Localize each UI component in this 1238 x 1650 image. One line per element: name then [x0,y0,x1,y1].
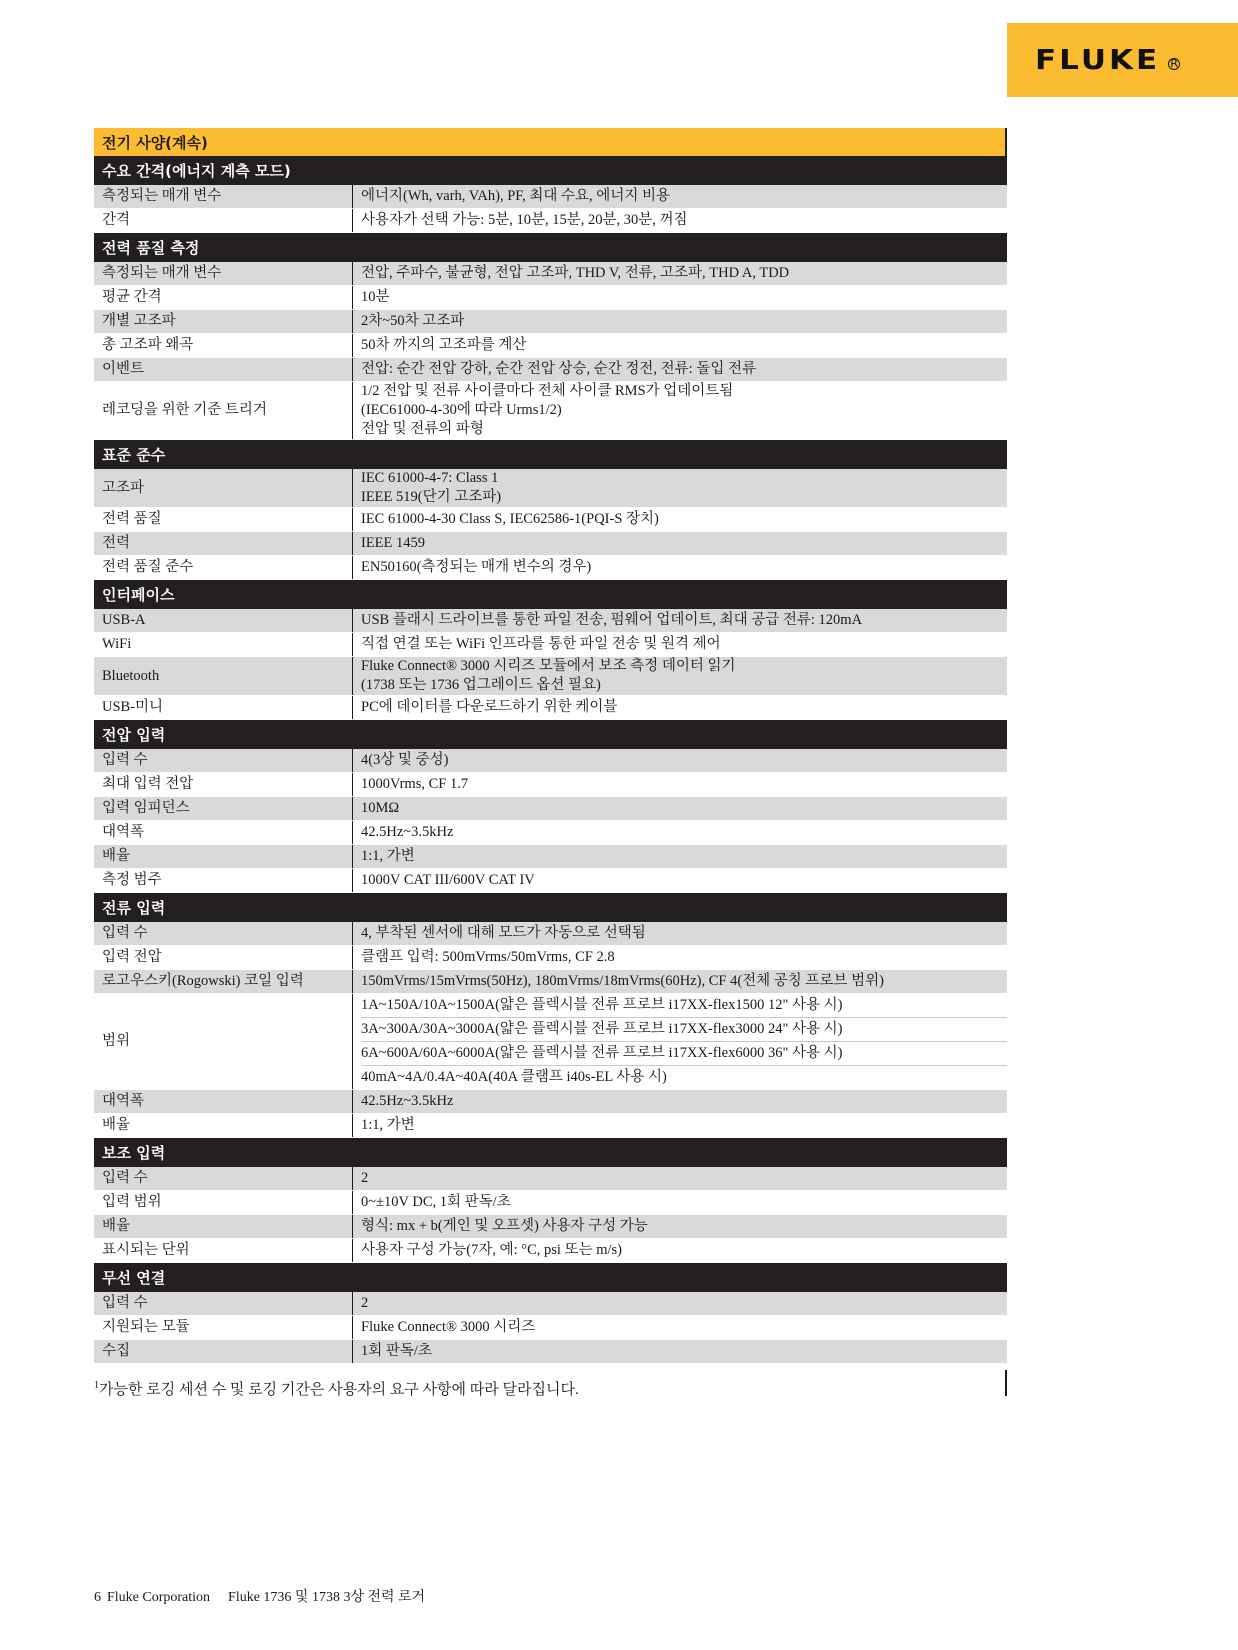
table-row [94,994,1007,1090]
row-label: 표시되는 단위 [94,1239,353,1262]
table-row [94,469,1007,508]
row-label: USB-A [94,609,353,632]
row-value [353,1191,1007,1214]
value-line: 에너지(Wh, varh, VAh), PF, 최대 수요, 에너지 비용 [361,188,670,204]
value-line: Fluke Connect® 3000 시리즈 [361,1319,536,1335]
value-line: 전압, 주파수, 불균형, 전압 고조파, THD V, 전류, 고조파, THD A, TDD [361,265,790,281]
table-row [94,358,1007,382]
value-line: 전압: 순간 전압 강하, 순간 전압 상승, 순간 정전, 전류: 돌입 전류 [361,361,756,377]
row-value [353,773,1007,796]
row-value [353,1292,1007,1315]
value-line: 1:1, 가변 [361,848,415,864]
value-line: 사용자 구성 가능(7자, 예: °C, psi 또는 m/s) [361,1242,622,1258]
row-label: 범위 [94,994,353,1089]
value-line: 1/2 전압 및 전류 사이클마다 전체 사이클 RMS가 업데이트됨 [361,383,734,399]
row-value [353,1090,1007,1113]
row-value [353,845,1007,868]
value-line: IEC 61000-4-7: Class 1 [361,470,499,486]
spec-table [94,128,1007,1364]
row-label: 대역폭 [94,821,353,844]
value-line: 50차 까지의 고조파를 계산 [361,337,527,353]
row-value [353,310,1007,333]
row-value [353,1340,1007,1363]
value-line: 4(3상 및 중성) [361,752,449,768]
row-value [353,657,1007,695]
row-value [353,382,1007,439]
row-label: WiFi [94,633,353,656]
row-label: 간격 [94,209,353,232]
row-value [353,358,1007,381]
value-line: 4, 부착된 센서에 대해 모드가 자동으로 선택됨 [361,925,646,941]
value-line: (IEC61000-4-30에 따라 Urms1/2) [361,402,562,418]
row-value [353,821,1007,844]
row-label: 입력 수 [94,749,353,772]
row-label: 고조파 [94,469,353,507]
row-value [353,797,1007,820]
footnote-marker: 1 [94,1380,99,1391]
value-line: 1A~150A/10A~1500A(얇은 플렉시블 전류 프로브 i17XX-flex1500 12" 사용 시) [361,994,1007,1018]
value-line: 1000Vrms, CF 1.7 [361,776,469,792]
table-row [94,821,1007,845]
value-line: USB 플래시 드라이브를 통한 파일 전송, 펌웨어 업데이트, 최대 공급 전류: 120mA [361,612,863,628]
section-header: 무선 연결 [94,1263,1007,1292]
row-label: USB-미니 [94,696,353,719]
row-value [353,286,1007,309]
margin-rule [1005,1370,1007,1396]
row-label: 이벤트 [94,358,353,381]
value-line: 40mA~4A/0.4A~40A(40A 클램프 i40s-EL 사용 시) [361,1069,667,1085]
section-header: 전류 입력 [94,893,1007,922]
logo-text: FLUKE [1035,43,1161,77]
value-line: 6A~600A/60A~6000A(얇은 플렉시블 전류 프로브 i17XX-flex6000 36" 사용 시) [361,1042,1007,1066]
page-footer [94,1586,443,1606]
table-row [94,1316,1007,1340]
row-label: 측정되는 매개 변수 [94,185,353,208]
row-label: 지원되는 모듈 [94,1316,353,1339]
row-value [353,469,1007,507]
row-label: 개별 고조파 [94,310,353,333]
value-line: 1000V CAT III/600V CAT IV [361,872,535,888]
section-header: 보조 입력 [94,1138,1007,1167]
value-line: 클램프 입력: 500mVrms/50mVrms, CF 2.8 [361,949,615,965]
value-line: 42.5Hz~3.5kHz [361,1093,454,1109]
row-value [353,185,1007,208]
row-value [353,696,1007,719]
table-title: 전기 사양(계속) [94,128,1007,156]
table-row [94,532,1007,556]
row-label: 전력 품질 준수 [94,556,353,579]
row-label: 입력 전압 [94,946,353,969]
row-value [353,970,1007,993]
fluke-logo [1007,23,1238,97]
row-value [353,869,1007,892]
value-line: PC에 데이터를 다운로드하기 위한 케이블 [361,699,618,715]
row-value [353,1114,1007,1137]
table-row [94,845,1007,869]
row-value [353,922,1007,945]
table-row [94,922,1007,946]
value-line: (1738 또는 1736 업그레이드 옵션 필요) [361,677,601,693]
value-line: 직접 연결 또는 WiFi 인프라를 통한 파일 전송 및 원격 제어 [361,636,721,652]
table-row [94,1191,1007,1215]
value-line: IEEE 519(단기 고조파) [361,489,502,505]
row-label: 총 고조파 왜곡 [94,334,353,357]
value-line: 1:1, 가변 [361,1117,415,1133]
value-line: 42.5Hz~3.5kHz [361,824,454,840]
table-row [94,334,1007,358]
table-row [94,749,1007,773]
row-value [353,262,1007,285]
footer-doc-title: Fluke 1736 및 1738 3상 전력 로거 [228,1590,426,1605]
section-header: 표준 준수 [94,440,1007,469]
section-header: 전력 품질 측정 [94,233,1007,262]
value-line: 전압 및 전류의 파형 [361,421,484,437]
row-label: 대역폭 [94,1090,353,1113]
row-label: 입력 임피던스 [94,797,353,820]
row-value [353,749,1007,772]
table-row [94,286,1007,310]
footnote-text: 가능한 로깅 세션 수 및 로깅 기간은 사용자의 요구 사항에 따라 달라집니다. [99,1382,579,1398]
row-label: 수집 [94,1340,353,1363]
table-row [94,209,1007,233]
table-row [94,869,1007,893]
row-label: 배율 [94,845,353,868]
table-row [94,1090,1007,1114]
table-row [94,797,1007,821]
row-value [353,946,1007,969]
value-line: EN50160(측정되는 매개 변수의 경우) [361,559,592,575]
table-row [94,185,1007,209]
row-label: 레코딩을 위한 기준 트리거 [94,382,353,439]
row-label: 전력 품질 [94,508,353,531]
row-label: 입력 수 [94,922,353,945]
footnote [94,1378,579,1399]
table-row [94,1292,1007,1316]
table-row [94,773,1007,797]
value-line: Fluke Connect® 3000 시리즈 모듈에서 보조 측정 데이터 읽기 [361,658,736,674]
value-line: 2차~50차 고조파 [361,313,465,329]
row-label: 배율 [94,1114,353,1137]
table-row [94,970,1007,994]
value-line: 사용자가 선택 가능: 5분, 10분, 15분, 20분, 30분, 꺼짐 [361,212,688,228]
row-value [353,209,1007,232]
table-row [94,262,1007,286]
row-value [353,994,1007,1089]
row-label: 입력 수 [94,1167,353,1190]
row-value [353,1316,1007,1339]
section-header: 전압 입력 [94,720,1007,749]
value-line: 1회 판독/초 [361,1343,432,1359]
row-label: Bluetooth [94,657,353,695]
row-value [353,609,1007,632]
page-number: 6 [94,1590,101,1605]
table-row [94,1114,1007,1138]
table-row [94,556,1007,580]
table-row [94,946,1007,970]
row-value [353,532,1007,555]
table-row [94,696,1007,720]
value-line: IEEE 1459 [361,535,426,551]
table-row [94,1215,1007,1239]
value-line: 형식: mx + b(게인 및 오프셋) 사용자 구성 가능 [361,1218,648,1234]
row-label: 평균 간격 [94,286,353,309]
table-row [94,633,1007,657]
value-line: IEC 61000-4-30 Class S, IEC62586-1(PQI-S 장치) [361,511,659,527]
row-label: 최대 입력 전압 [94,773,353,796]
section-header: 수요 간격(에너지 계측 모드) [94,156,1007,185]
table-row [94,1239,1007,1263]
value-line: 10분 [361,289,390,305]
row-label: 배율 [94,1215,353,1238]
row-value [353,508,1007,531]
row-value [353,334,1007,357]
table-row [94,382,1007,440]
value-line: 3A~300A/30A~3000A(얇은 플렉시블 전류 프로브 i17XX-flex3000 24" 사용 시) [361,1018,1007,1042]
row-value [353,1215,1007,1238]
table-row [94,609,1007,633]
row-label: 입력 수 [94,1292,353,1315]
value-line: 2 [361,1170,369,1186]
value-line: 0~±10V DC, 1회 판독/초 [361,1194,511,1210]
row-label: 측정되는 매개 변수 [94,262,353,285]
row-label: 로고우스키(Rogowski) 코일 입력 [94,970,353,993]
registered-icon: R [1168,58,1180,70]
row-label: 입력 범위 [94,1191,353,1214]
footer-company: Fluke Corporation [107,1590,211,1605]
table-row [94,1340,1007,1364]
table-row [94,508,1007,532]
section-header: 인터페이스 [94,580,1007,609]
row-label: 전력 [94,532,353,555]
table-row [94,657,1007,696]
table-row [94,310,1007,334]
row-label: 측정 범주 [94,869,353,892]
value-line: 2 [361,1295,369,1311]
value-line: 150mVrms/15mVrms(50Hz), 180mVrms/18mVrms(60Hz), CF 4(전체 공칭 프로브 범위) [361,973,884,989]
row-value [353,1167,1007,1190]
row-value [353,556,1007,579]
row-value [353,633,1007,656]
value-line: 10MΩ [361,800,400,816]
row-value [353,1239,1007,1262]
table-row [94,1167,1007,1191]
